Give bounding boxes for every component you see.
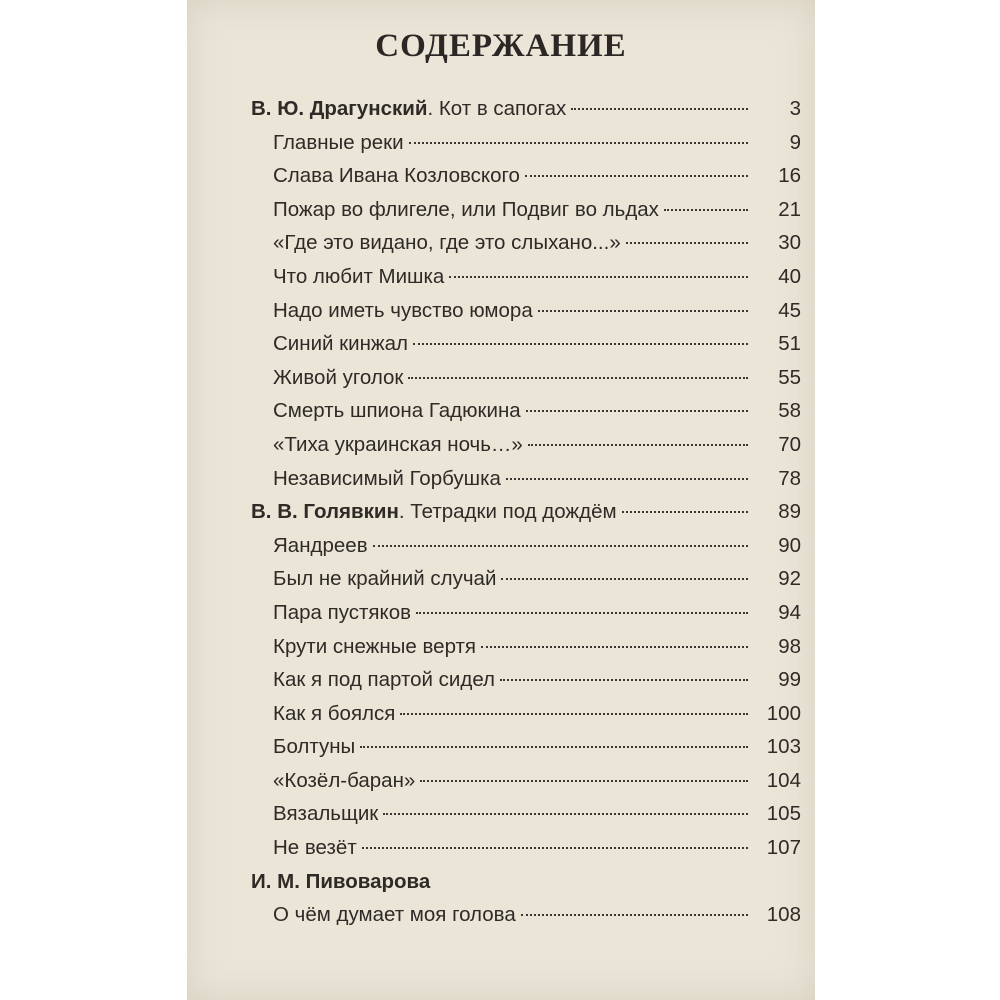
toc-entry-title: Смерть шпиона Гадюкина xyxy=(273,399,521,423)
toc-entry-title: О чём думает моя голова xyxy=(273,903,516,927)
toc-entry-title: Синий кинжал xyxy=(273,332,408,356)
toc-entry-title: Пожар во флигеле, или Подвиг во льдах xyxy=(273,197,659,221)
toc-page-number: 45 xyxy=(778,298,801,322)
toc-entry xyxy=(251,697,801,731)
toc-entry xyxy=(251,226,801,260)
dot-leader xyxy=(408,377,748,379)
dot-leader xyxy=(538,310,748,312)
toc-page-number: 108 xyxy=(766,903,801,927)
dot-leader xyxy=(362,847,748,849)
toc-page-number: 105 xyxy=(766,802,801,826)
toc-page-number: 98 xyxy=(778,634,801,658)
dot-leader xyxy=(526,410,748,412)
toc-entry-title: Яандреев xyxy=(273,533,368,557)
toc-page-number: 104 xyxy=(766,768,801,792)
toc-entry-title: . Кот в сапогах xyxy=(427,97,567,120)
toc-entry xyxy=(251,361,801,395)
toc-entry-title: Слава Ивана Козловского xyxy=(273,164,520,188)
book-page xyxy=(187,0,815,1000)
dot-leader xyxy=(373,545,748,547)
toc-author: В. Ю. Драгунский xyxy=(251,97,428,120)
toc-page-number: 99 xyxy=(778,668,801,692)
toc-page-number: 107 xyxy=(766,836,801,860)
dot-leader xyxy=(528,444,748,446)
toc-entry-title: Надо иметь чувство юмора xyxy=(273,298,533,322)
toc-author: В. В. Голявкин xyxy=(251,500,399,524)
dot-leader xyxy=(501,578,748,580)
toc-entry-title: «Где это видано, где это слыхано...» xyxy=(273,231,621,255)
toc-entry-title: Живой уголок xyxy=(273,365,404,389)
toc-entry-title: «Козёл-баран» xyxy=(273,768,416,792)
toc-page-number: 89 xyxy=(778,500,801,524)
toc-page-number: 58 xyxy=(778,399,801,423)
toc-entry xyxy=(251,730,801,764)
toc-section-heading xyxy=(251,92,801,126)
toc-entry xyxy=(251,394,801,428)
dot-leader xyxy=(409,142,748,144)
toc-entry xyxy=(251,193,801,227)
toc-section-heading xyxy=(251,495,801,529)
toc-entry-title: Независимый Горбушка xyxy=(273,466,501,490)
dot-leader xyxy=(420,780,748,782)
dot-leader xyxy=(622,511,748,513)
toc-page-number: 103 xyxy=(766,735,801,759)
toc-entry-title: . Тетрадки под дождём xyxy=(398,500,617,524)
toc-entry xyxy=(251,428,801,462)
toc-page-number: 40 xyxy=(778,264,801,288)
toc-page-number: 70 xyxy=(778,432,801,456)
dot-leader xyxy=(506,478,748,480)
dot-leader xyxy=(383,813,748,815)
dot-leader xyxy=(626,242,748,244)
toc-entry xyxy=(251,898,801,932)
dot-leader xyxy=(525,175,748,177)
dot-leader xyxy=(664,209,748,211)
toc-entry xyxy=(251,126,801,160)
toc-entry-title: Пара пустяков xyxy=(273,600,411,624)
dot-leader xyxy=(481,646,748,648)
toc-entry-title: Как я боялся xyxy=(273,701,396,725)
toc-entry-title: «Тиха украинская ночь…» xyxy=(273,432,523,456)
dot-leader xyxy=(500,679,748,681)
toc-entry-title: Главные реки xyxy=(273,130,404,154)
toc-entry xyxy=(251,529,801,563)
toc-entry xyxy=(251,663,801,697)
toc-entry-title: Что любит Мишка xyxy=(273,264,445,288)
toc-page-number: 30 xyxy=(778,231,801,255)
toc-entry xyxy=(251,797,801,831)
toc-entry-title: Как я под партой сидел xyxy=(273,668,496,692)
toc-entry xyxy=(251,630,801,664)
toc-entry xyxy=(251,562,801,596)
toc-entry-title: Был не крайний случай xyxy=(273,567,497,591)
toc-entry xyxy=(251,159,801,193)
toc-entry xyxy=(251,764,801,798)
dot-leader xyxy=(449,276,748,278)
table-of-contents xyxy=(251,92,801,932)
dot-leader xyxy=(416,612,748,614)
dot-leader xyxy=(360,746,748,748)
toc-page-number: 90 xyxy=(778,533,801,557)
toc-page-number: 94 xyxy=(778,600,801,624)
toc-entry xyxy=(251,327,801,361)
toc-entry xyxy=(251,831,801,865)
toc-entry xyxy=(251,462,801,496)
toc-page-number: 3 xyxy=(789,97,801,120)
toc-page-number: 92 xyxy=(778,567,801,591)
dot-leader xyxy=(571,108,748,110)
toc-entry-title: Вязальщик xyxy=(273,802,379,826)
toc-entry xyxy=(251,596,801,630)
toc-page-number: 55 xyxy=(778,365,801,389)
dot-leader xyxy=(521,914,748,916)
toc-page-number: 16 xyxy=(778,164,801,188)
page-title: СОДЕРЖАНИЕ xyxy=(375,28,627,64)
dot-leader xyxy=(400,713,748,715)
dot-leader xyxy=(413,343,748,345)
toc-entry-title: Не везёт xyxy=(273,836,357,860)
toc-entry xyxy=(251,260,801,294)
toc-section-heading xyxy=(251,865,801,899)
toc-page-number: 78 xyxy=(778,466,801,490)
toc-entry-title: Болтуны xyxy=(273,735,356,759)
toc-page-number: 21 xyxy=(778,197,801,221)
toc-page-number: 100 xyxy=(766,701,801,725)
toc-author: И. М. Пивоварова xyxy=(251,869,431,893)
toc-entry-title: Крути снежные вертя xyxy=(273,634,477,658)
toc-entry xyxy=(251,294,801,328)
toc-page-number: 9 xyxy=(789,130,801,154)
toc-page-number: 51 xyxy=(778,332,801,356)
